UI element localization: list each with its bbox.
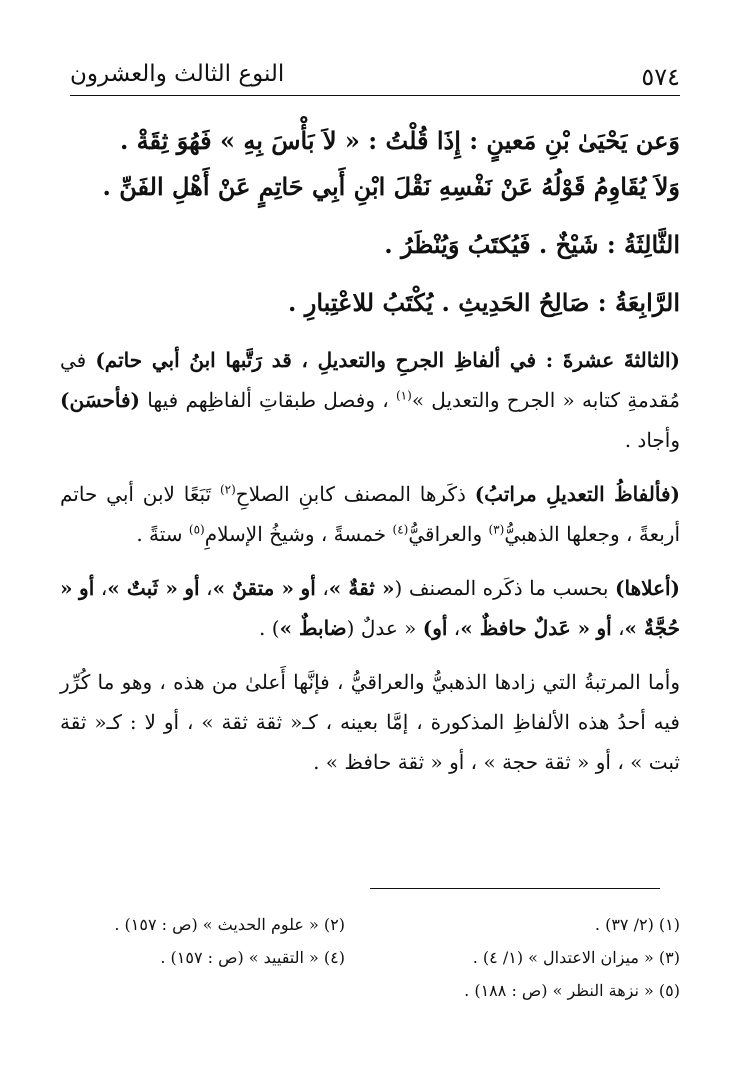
verse-line: وَعن يَحْيَىٰ بْنِ مَعينٍ : إِذَا قُلْتُ : « لاَ بَأْسَ بِهِ » فَهُوَ ثِقَةْ . [119,126,680,155]
bold-or: أو [79,576,95,600]
bold-term: « ثقةٌ » [328,576,395,600]
footnote-ref: (٤) [392,522,409,537]
footnote-ref: (٢) [219,482,236,497]
verse-line: وَلاَ يُقَاوِمُ قَوْلُهُ عَنْ نَفْسِهِ نَقْلَ ابْنِ أَبِي حَاتِمٍ عَنْ أَهْلِ الفَنِّ . [102,172,680,201]
bold-term: « متقنٌ » [212,576,294,600]
footnote: (٢) « علوم الحديث » (ص : ١٥٧) . [114,915,345,934]
footnote: (١) (٢/ ٣٧) . [594,915,680,934]
bold-term: « عَدلٌ حافظٌ » [460,616,591,640]
text-run: خمسةً ، وشيخُ الإسلامِ [204,522,387,546]
separator: ، [206,576,213,600]
text-run: ، وفصل طبقاتِ ألفاظِهم فيها [147,388,389,412]
footnote: (٣) « ميزان الاعتدال » (١/ ٤) . [472,948,680,967]
page-number: ٥٧٤ [641,63,680,91]
bold-or: أو) [422,616,448,640]
text-run: بحسب ما ذكَره المصنف ( [394,576,609,600]
bold-or: أو [184,576,200,600]
footnotes [70,908,680,1007]
bold-term: ضابطٌ » [279,616,347,640]
footnote-ref: (٥) [188,522,205,537]
bold-term: « حُجَّةٌ » [60,576,680,640]
footnote-row [70,941,680,974]
footnote-ref: (١) [395,388,412,403]
text-run: في مُقدمةِ كتابه « الجرح والتعديل » [60,348,681,412]
paragraph-4: وأما المرتبةُ التي زادها الذهبيُّ والعراقيُّ ، فإنَّها أَعلىٰ من هذه ، وهو ما كُرِّر فيه أحدُ هذه الألفاظِ المذكورة ، إمَّا بعينه ، كـ« ثقة ثقة » ، أو لا : كـ« ثقة ثبت » ، أو « ثقة حجة » ، أو « ثقة حافظ » . [60,670,680,774]
text-run: ذكَرها المصنف كابنِ الصلاحِ [235,482,466,506]
running-title: النوع الثالث والعشرون [70,61,285,87]
separator: ، [453,616,461,640]
paragraph-3 [60,568,680,648]
bold-phrase: (فألفاظُ التعديلِ مراتبُ) [474,482,681,506]
bold-phrase: (أعلاها) [615,576,681,600]
separator: ، [618,616,625,640]
text-run: وأجاد . [624,428,680,452]
page-body [60,118,680,782]
text-run: « عدلٌ ( [346,616,417,640]
bold-phrase: (فأحسَن) [60,388,141,412]
bold-phrase: (الثالثةَ عشرةَ : في ألفاظِ الجرحِ والتعديلِ ، قد رَتَّبها ابنُ أبي حاتم) [95,348,680,372]
paragraph-2 [60,474,680,554]
bold-or: أو [596,616,612,640]
text-run: ستةً . [136,522,183,546]
paragraph-1 [60,340,680,460]
footnote: (٥) « نزهة النظر » (ص : ١٨٨) . [464,981,680,1000]
verse-line: الرَّابِعَةُ : صَالِحُ الحَدِيثِ . يُكْتَبُ للاعْتِبارِ . [288,288,680,317]
text-run: تَبَعًا لابن أبي حاتم أربعةً ، وجعلها الذهبيُّ [60,482,680,546]
footnote: (٤) « التقييد » (ص : ١٥٧) . [160,948,345,967]
bold-or: أو [300,576,316,600]
separator: ، [100,576,108,600]
footnote-row [70,908,680,941]
footnote-divider [370,888,660,889]
verse-line: الثَّالِثَةُ : شَيْخٌ . فَيُكتَبُ وَيُنْظَرُ . [384,230,680,259]
footnote-ref: (٣) [488,522,505,537]
footnote-row [70,974,680,1007]
bold-term: « ثَبتٌ » [107,576,178,600]
separator: ، [322,576,329,600]
text-run: والعراقيُّ [408,522,483,546]
text-run: ) . [259,616,280,640]
page-header [70,55,680,96]
